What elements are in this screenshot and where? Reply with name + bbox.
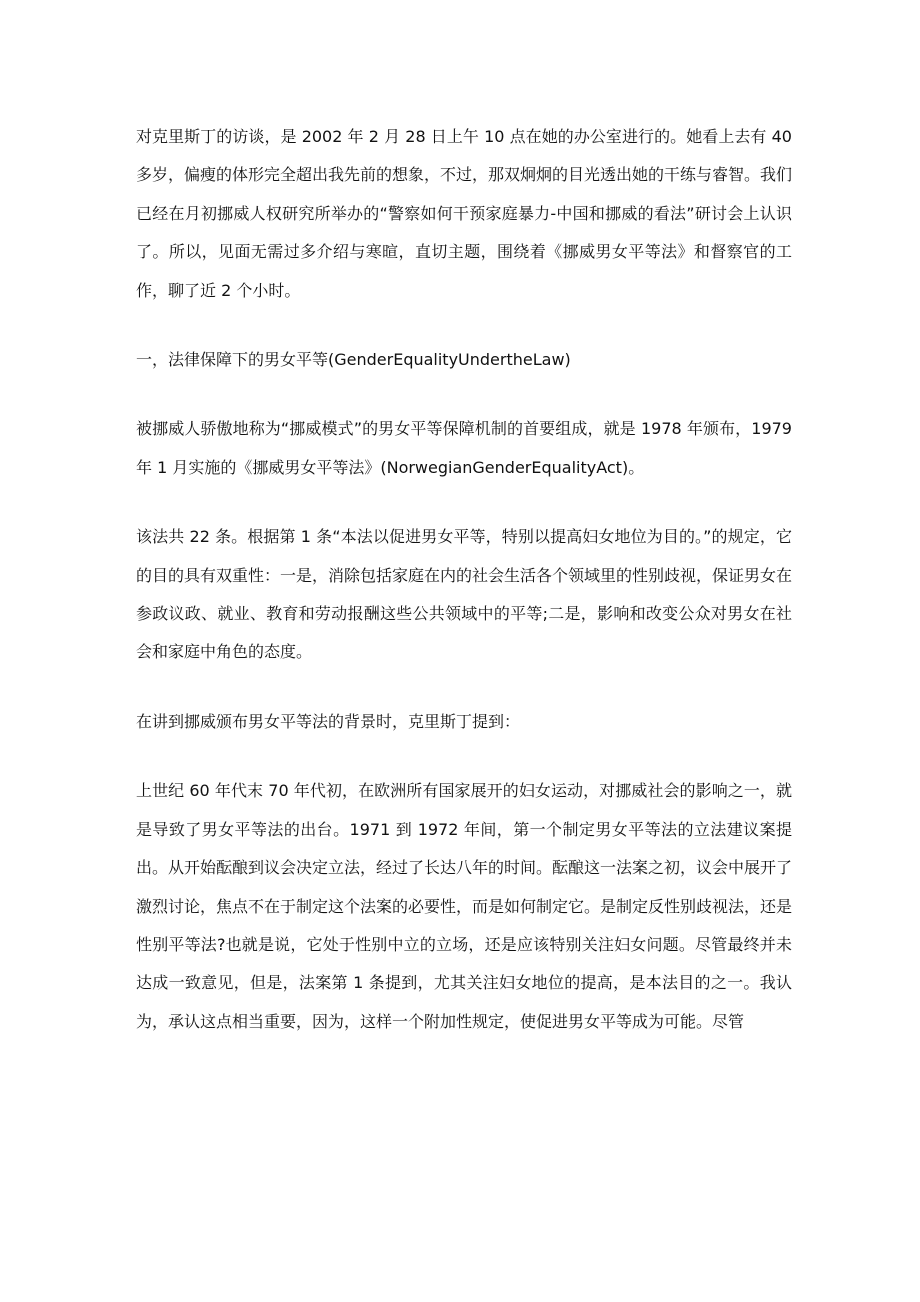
section-heading-gender-equality-under-law: 一，法律保障下的男女平等(GenderEqualityUndertheLaw) xyxy=(136,350,571,370)
paragraph-norway-model: 被挪威人骄傲地称为“挪威模式”的男女平等保障机制的首要组成，就是 1978 年颁布，1979 年 1 月实施的《挪威男女平等法》(NorwegianGenderEqualityAct)。 xyxy=(136,419,792,477)
paragraph-interview-intro: 对克里斯丁的访谈，是 2002 年 2 月 28 日上午 10 点在她的办公室进行的。她看上去有 40 多岁，偏瘦的体形完全超出我先前的想象，不过，那双炯炯的目光透出她的干练与睿智。我们已经在月初挪威人权研究所举办的“警察如何干预家庭暴力-中国和挪威的看法”研讨会上认识了。所以，见面无需过多介绍与寒暄，直切主题，围绕着《挪威男女平等法》和督察官的工作，聊了近 2 个小时。 xyxy=(136,127,793,300)
paragraph-background-quote: 上世纪 60 年代末 70 年代初，在欧洲所有国家展开的妇女运动，对挪威社会的影响之一，就是导致了男女平等法的出台。1971 到 1972 年间，第一个制定男女平等法的立法建议案提出。从开始酝酿到议会决定立法，经过了长达八年的时间。酝酿这一法案之初，议会中展开了激烈讨论，焦点不在于制定这个法案的必要性，而是如何制定它。是制定反性别歧视法，还是性别平等法?也就是说，它处于性别中立的立场，还是应该特别关注妇女问题。尽管最终并未达成一致意见，但是，法案第 1 条提到，尤其关注妇女地位的提高，是本法目的之一。我认为，承认这点相当重要，因为，这样一个附加性规定，使促进男女平等成为可能。尽管 xyxy=(136,781,793,1031)
document-body xyxy=(136,118,792,1041)
paragraph-background-intro: 在讲到挪威颁布男女平等法的背景时，克里斯丁提到： xyxy=(136,711,521,731)
paragraph-law-articles: 该法共 22 条。根据第 1 条“本法以促进男女平等，特别以提高妇女地位为目的。”的规定，它的目的具有双重性：一是，消除包括家庭在内的社会生活各个领域里的性别歧视，保证男女在参政议政、就业、教育和劳动报酬这些公共领域中的平等;二是，影响和改变公众对男女在社会和家庭中角色的态度。 xyxy=(136,527,793,662)
